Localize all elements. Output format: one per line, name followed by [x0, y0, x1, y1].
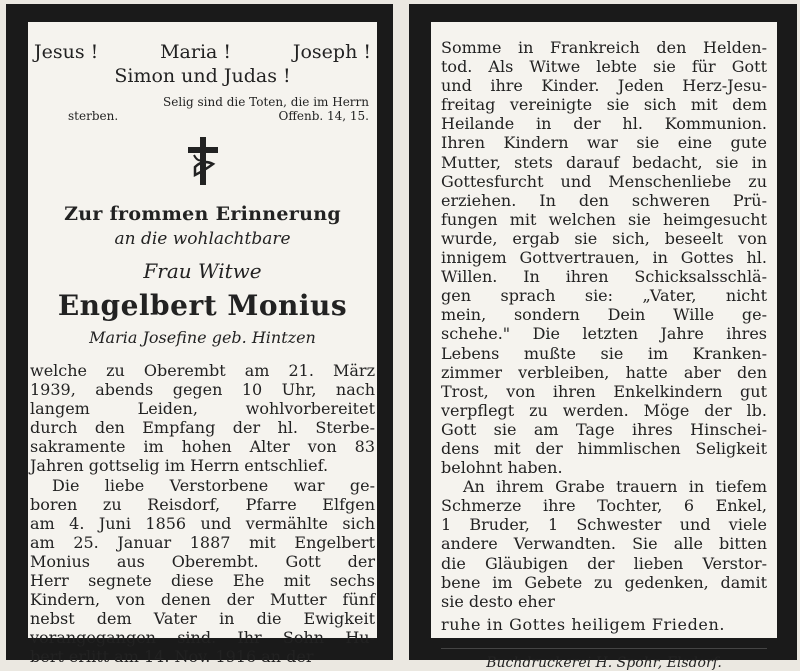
text-line: 1939, abends gegen 10 Uhr, nach — [30, 380, 375, 400]
text-line: und ihre Kinder. Jeden Herz-Jesu- — [441, 76, 767, 96]
text-line: bene im Gebete zu gedenken, damit — [441, 572, 767, 592]
left-body-text — [28, 361, 377, 667]
verse-line2: sterben. — [68, 109, 119, 123]
text-line: Lebens mußte sie im Kranken- — [441, 343, 767, 363]
text-line: Die liebe Verstorbene war ge- — [52, 475, 375, 495]
text-line: Mutter, stets darauf bedacht, sie in — [441, 152, 767, 172]
text-line: zimmer verbleiben, hatte aber den — [441, 362, 767, 382]
text-line: 1 Bruder, 1 Schwester und viele — [441, 515, 767, 535]
text-line: Herr segnete diese Ehe mit sechs — [30, 571, 375, 591]
text-line: Somme in Frankreich den Helden- — [441, 38, 767, 57]
text-line: sakramente im hohen Alter von 83 — [30, 437, 375, 457]
text-line: vorangegangen sind. Ihr Sohn Hu- — [30, 628, 375, 648]
text-line: Ihren Kindern war sie eine gute — [441, 133, 767, 153]
text-line: bert erlitt am 14. Nov. 1916 an der — [30, 647, 314, 667]
right-body-text — [431, 38, 777, 634]
deceased-name: Engelbert Monius — [57, 289, 348, 322]
text-line: die Gläubigen der lieben Verstor- — [441, 553, 767, 573]
invocation-jesus: Jesus ! — [34, 41, 99, 63]
text-line: nebst dem Vater in die Ewigkeit — [30, 609, 375, 629]
deceased-title: Frau Witwe — [143, 259, 262, 283]
text-line: Trost, von ihren Enkelkindern gut — [441, 381, 767, 401]
right-page-border — [409, 4, 797, 671]
text-line: sie desto eher — [441, 591, 555, 611]
maiden-name: Maria Josefine geb. Hintzen — [89, 328, 316, 347]
verse-reference: Offenb. 14, 15. — [278, 109, 369, 123]
right-page — [431, 22, 777, 671]
text-line: freitag vereinigte sie sich mit dem — [441, 95, 767, 115]
text-line: am 4. Juni 1856 und vermählte sich — [30, 513, 375, 533]
text-line: tod. Als Witwe lebte sie für Gott — [441, 57, 767, 77]
text-line: ruhe in Gottes heiligem Frieden. — [441, 614, 726, 634]
text-line: Gottesfurcht und Menschenliebe zu — [441, 171, 767, 191]
printer-imprint: Buchdruckerei H. Spohr, Elsdorf. — [486, 654, 722, 671]
text-line: Heilande in der hl. Kommunion. — [441, 114, 767, 134]
text-line: durch den Empfang der hl. Sterbe- — [30, 418, 375, 438]
memorial-heading: Zur frommen Erinnerung — [64, 203, 341, 225]
text-line: gen sprach sie: „Vater, nicht — [441, 286, 767, 306]
printer-divider — [441, 648, 767, 649]
text-line: dens mit der himmlischen Seligkeit — [441, 438, 767, 458]
text-line: mein, sondern Dein Wille ge- — [441, 305, 767, 325]
text-line: belohnt haben. — [441, 458, 563, 478]
text-line: fungen mit welchen sie heimgesucht — [441, 209, 767, 229]
left-page — [28, 22, 377, 667]
text-line: langem Leiden, wohlvorbereitet — [30, 399, 375, 419]
cross-icon — [28, 137, 377, 185]
verse-line1: Selig sind die Toten, die im Herrn — [163, 95, 369, 109]
text-line: Monius aus Oberembt. Gott der — [30, 551, 375, 571]
invocation-line2: Simon und Judas ! — [114, 65, 291, 87]
text-line: boren zu Reisdorf, Pfarre Elfgen — [30, 494, 375, 514]
text-line: andere Verwandten. Sie alle bitten — [441, 534, 767, 554]
invocation-joseph: Joseph ! — [292, 41, 371, 63]
bible-verse — [28, 95, 377, 123]
text-line: schehe." Die letzten Jahre ihres — [441, 324, 767, 344]
left-page-border — [6, 4, 393, 667]
text-line: Kindern, von denen der Mutter fünf — [30, 590, 375, 610]
invocation — [28, 40, 377, 88]
text-line: An ihrem Grabe trauern in tiefem — [463, 477, 767, 497]
text-line: innigem Gottvertrauen, in Gottes hl. — [441, 248, 767, 268]
text-line: welche zu Oberembt am 21. März — [30, 361, 375, 380]
intro-text: an die wohlachtbare — [114, 229, 291, 249]
text-line: erziehen. In den schweren Prü- — [441, 190, 767, 210]
text-line: verpflegt zu werden. Möge der lb. — [441, 400, 767, 420]
text-line: Jahren gottselig im Herrn entschlief. — [30, 456, 329, 476]
text-line: Gott sie am Tage ihres Hinschei- — [441, 419, 767, 439]
text-line: am 25. Januar 1887 mit Engelbert — [30, 532, 375, 552]
text-line: Willen. In ihren Schicksalsschlä- — [441, 267, 767, 287]
text-line: wurde, ergab sie sich, beseelt von — [441, 228, 767, 248]
text-line: Schmerze ihre Tochter, 6 Enkel, — [441, 496, 767, 516]
invocation-maria: Maria ! — [160, 41, 232, 63]
